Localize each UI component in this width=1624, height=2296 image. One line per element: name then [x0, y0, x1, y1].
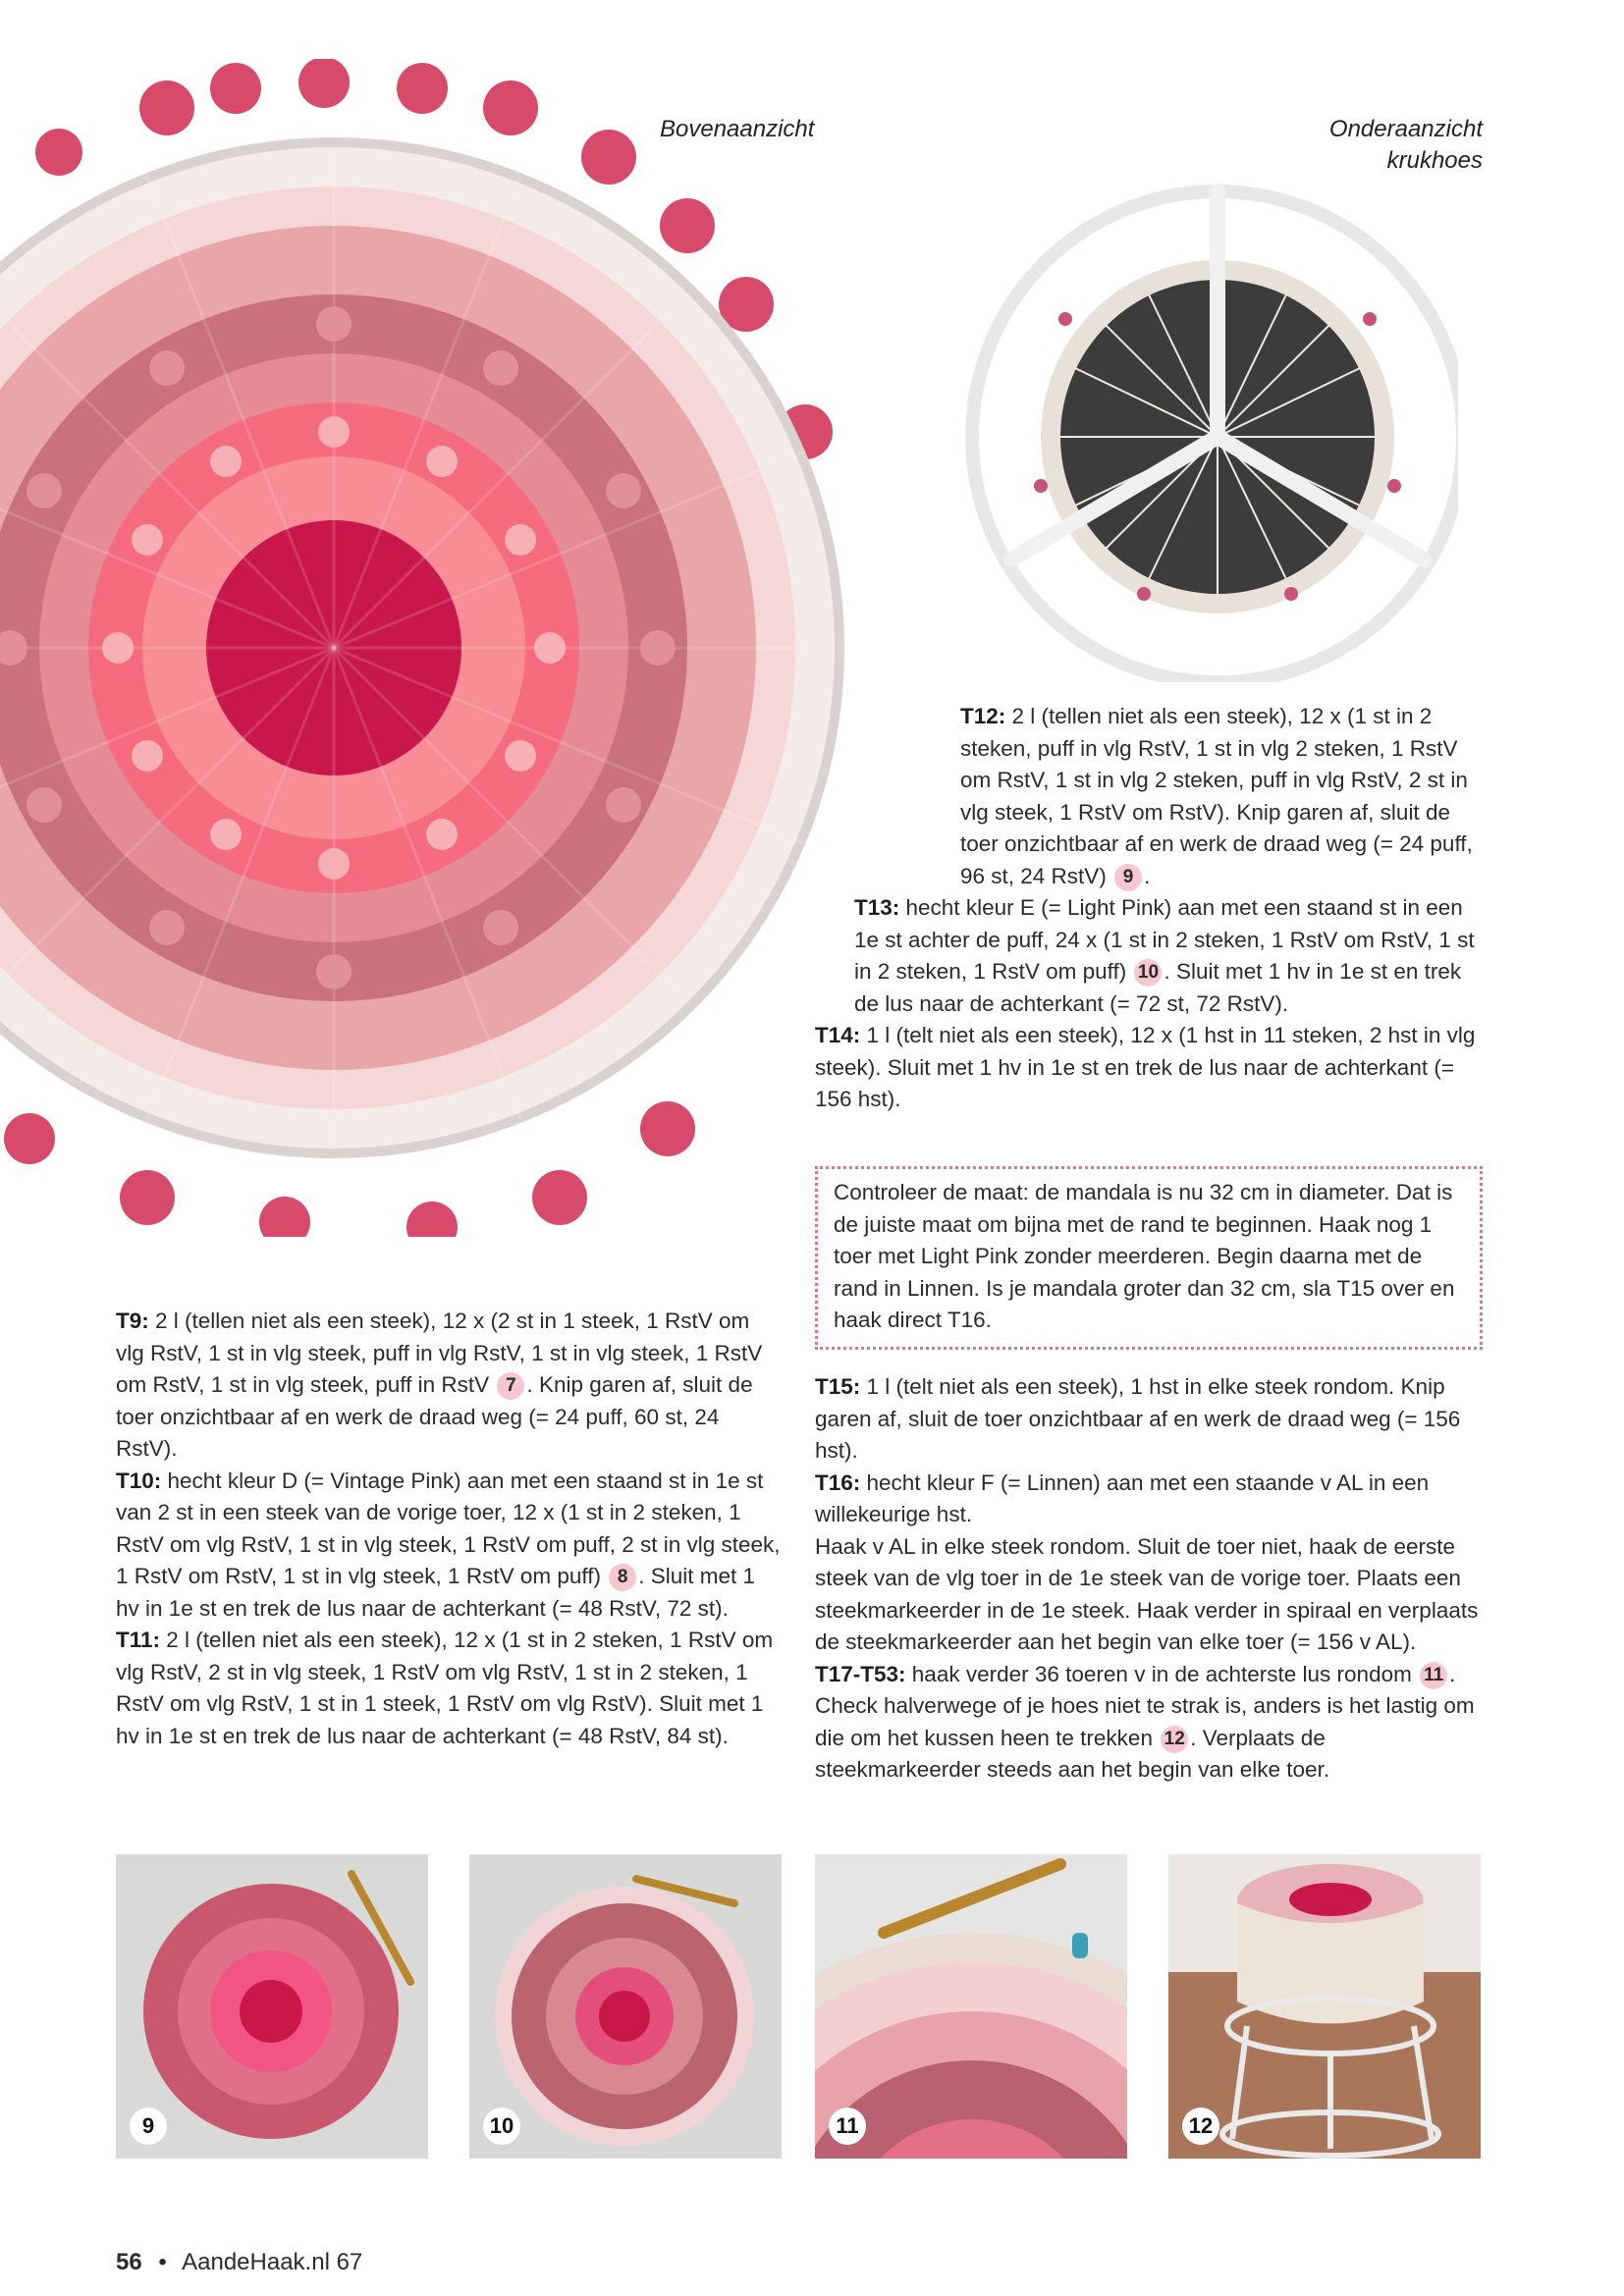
row-t15	[815, 1371, 1483, 1468]
caption-bottom-view-line2: krukhoes	[1386, 147, 1483, 174]
t12-label: T12:	[960, 704, 1006, 728]
t11-label: T11:	[116, 1628, 161, 1652]
row-t16-continued: Haak v AL in elke steek rondom. Sluit de toer niet, haak de eerste steek van de vlg toer in de 1e steek van de vorige toer. Plaats een steekmarkeerder in de 1e steek. Haak verder in spiraal en verplaats de steekmarkeerder aan het begin van elke toer (= 156 v AL).	[815, 1533, 1479, 1654]
footer-bullet: •	[158, 2249, 167, 2275]
publication-name: AandeHaak.nl 67	[182, 2249, 363, 2275]
row-t10	[116, 1466, 784, 1626]
row-t12	[815, 701, 1483, 892]
t14-text: 1 l (telt niet als een steek), 12 x (1 hst in 11 steken, 2 hst in vlg steek). Sluit met 1 hv in 1e st en trek de lus naar de achterkant (= 156 hst).	[815, 1023, 1476, 1111]
t17-text2: . Check halverwege of je hoes niet te strak is, anders is het lastig om die om het kussen heen te trekken	[815, 1661, 1475, 1750]
t11-text: 2 l (tellen niet als een steek), 12 x (1 st in 2 steken, 1 RstV om vlg RstV, 2 st in vlg steek, 1 RstV om vlg RstV, 1 st in 2 steken, 1 RstV om vlg RstV, 1 st in 1 steek, 1 RstV om vlg RstV). Sluit met 1 hv in 1e st en trek de lus naar de achterkant (= 48 RstV, 84 st).	[116, 1628, 774, 1748]
step-photo-10	[469, 1854, 782, 2159]
row-t17-t53	[815, 1659, 1483, 1787]
t13-text2: . Sluit met 1 hv in 1e st en trek de lus naar de achterkant (= 72 st, 72 RstV).	[854, 959, 1462, 1016]
photo-number-badge: 11	[829, 2108, 866, 2145]
t15-text: 1 l (telt niet als een steek), 1 hst in elke steek rondom. Knip garen af, sluit de toer onzichtbaar af en werk de draad weg (= 156 hst).	[815, 1374, 1461, 1463]
photo-ref-badge: 9	[1114, 864, 1142, 891]
left-column	[116, 1306, 784, 1752]
t17-text: haak verder 36 toeren v in de achterste lus rondom	[911, 1661, 1412, 1686]
t9-text2: . Knip garen af, sluit de toer onzichtbaar af en werk de draad weg (= 24 puff, 60 st, 24 RstV).	[116, 1372, 753, 1461]
caption-bottom-view	[1237, 114, 1483, 177]
t12-text: 2 l (tellen niet als een steek), 12 x (1 st in 2 steken, puff in vlg RstV, 1 st in vlg 2 steken, 1 RstV om RstV, 1 st in vlg 2 steken, puff in vlg RstV, 2 st in vlg steek, 1 RstV om RstV). Knip garen af, sluit de toer onzichtbaar af en werk de draad weg (= 24 puff, 96 st, 24 RstV)	[960, 704, 1473, 888]
t10-text2: . Sluit met 1 hv in 1e st en trek de lus naar de achterkant (= 48 RstV, 72 st).	[116, 1564, 756, 1621]
t9-text: 2 l (tellen niet als een steek), 12 x (2 st in 1 steek, 1 RstV om vlg RstV, 1 st in vlg steek, puff in vlg RstV, 1 st in vlg steek, 1 RstV om RstV, 1 st in vlg steek, puff in RstV	[116, 1308, 763, 1397]
row-t11	[116, 1625, 784, 1752]
size-check-note	[815, 1166, 1483, 1350]
photo-number-badge: 12	[1182, 2108, 1219, 2145]
mandala-top-photo	[0, 59, 854, 1237]
photo-number-badge: 10	[483, 2108, 520, 2145]
photo-ref-badge: 7	[497, 1372, 524, 1400]
t10-label: T10:	[116, 1468, 162, 1493]
row-t16	[815, 1468, 1483, 1531]
right-column-top	[815, 701, 1483, 1116]
row-t9	[116, 1306, 784, 1466]
page-number: 56	[116, 2249, 142, 2275]
caption-top-view: Bovenaanzicht	[660, 116, 815, 142]
photo-number-badge: 9	[130, 2108, 167, 2145]
t16-text: hecht kleur F (= Linnen) aan met een staande v AL in een willekeurige hst.	[815, 1469, 1430, 1526]
t10-text: hecht kleur D (= Vintage Pink) aan met een staand st in 1e st van 2 st in een steek van de vorige toer, 12 x (1 st in 2 steken, 1 RstV om vlg RstV, 1 st in vlg steek, 1 RstV om puff, 2 st in vlg steek, 1 RstV om RstV, 1 st in vlg steek, 1 RstV om puff)	[116, 1468, 781, 1588]
t12-end: .	[1144, 863, 1151, 888]
t15-label: T15:	[815, 1374, 861, 1399]
t9-label: T9:	[116, 1308, 149, 1333]
row-t13	[815, 892, 1483, 1020]
step-photo-12	[1168, 1854, 1481, 2159]
photo-ref-badge: 12	[1161, 1726, 1188, 1753]
step-photo-9	[116, 1854, 428, 2159]
t17-label: T17-T53:	[815, 1661, 906, 1686]
photo-ref-badge: 10	[1134, 959, 1162, 987]
row-t14	[815, 1020, 1483, 1116]
caption-bottom-view-line1: Onderaanzicht	[1328, 116, 1483, 142]
t17-text3: . Verplaats de steekmarkeerder steeds aan het begin van elke toer.	[815, 1725, 1330, 1782]
page-footer	[116, 2248, 362, 2277]
t13-label: T13:	[854, 895, 900, 920]
photo-ref-badge: 11	[1420, 1662, 1447, 1689]
t14-label: T14:	[815, 1023, 861, 1047]
right-column-bottom	[815, 1371, 1483, 1787]
photo-ref-badge: 8	[609, 1564, 636, 1591]
t13-text: hecht kleur E (= Light Pink) aan met een staand st in een 1e st achter de puff, 24 x (1 st in 2 steken, 1 RstV om RstV, 1 st in 2 steken, 1 RstV om puff)	[854, 895, 1475, 984]
step-photo-11	[815, 1854, 1127, 2159]
t16-label: T16:	[815, 1469, 861, 1495]
note-text: Controleer de maat: de mandala is nu 32 cm in diameter. Dat is de juiste maat om bijna met de rand te beginnen. Haak nog 1 toer met Light Pink zonder meerderen. Begin daarna met de rand in Linnen. Is je mandala groter dan 32 cm, sla T15 over en haak direct T16.	[834, 1180, 1455, 1332]
stool-bottom-photo	[947, 172, 1458, 682]
